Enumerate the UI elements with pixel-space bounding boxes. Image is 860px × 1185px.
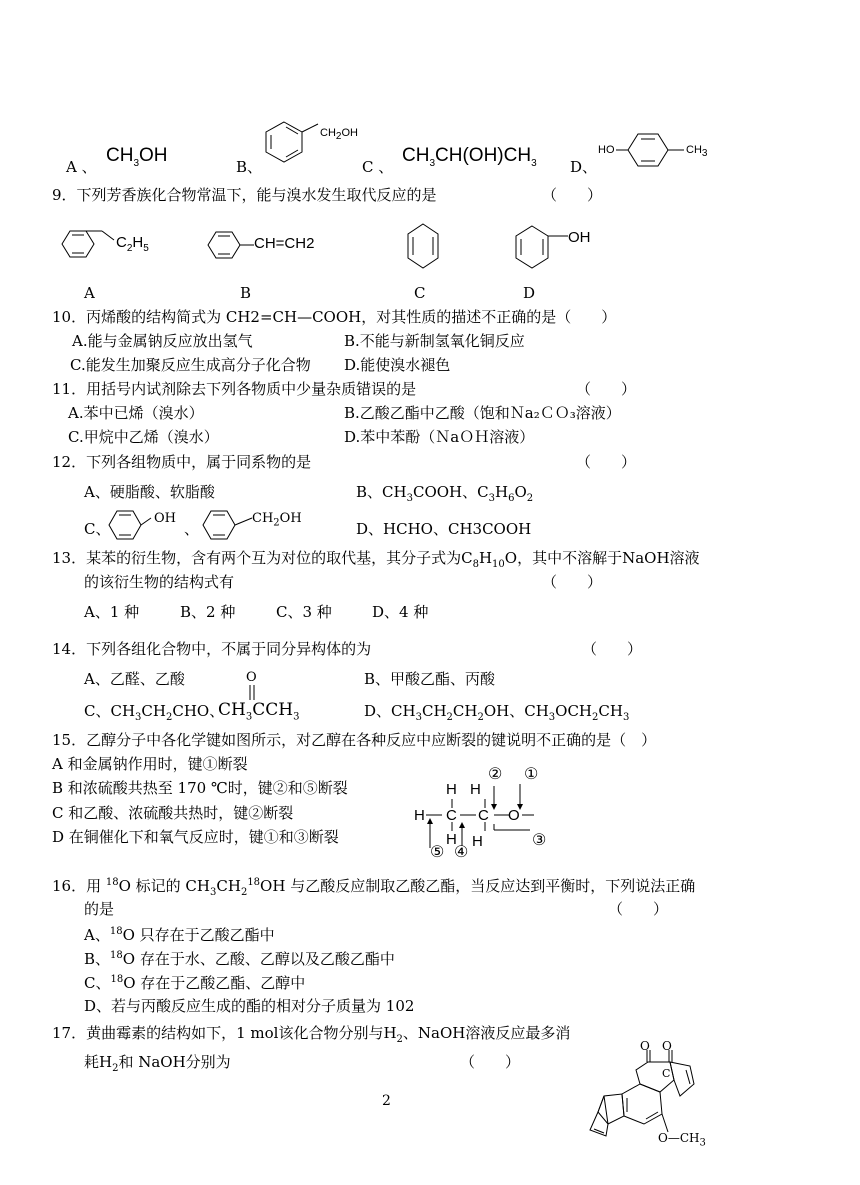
q11-option-b: B.乙酸乙酯中乙酸（饱和Ｎa₂ＣＯ₃溶液） [344,404,621,422]
q12-answer-paren: （ ） [576,453,637,471]
q13-stem: 13．某苯的衍生物，含有两个互为对位的取代基，其分子式为$C_8H_{10}O$，其中不溶解于NaOH溶液 [52,549,700,570]
q16-option-b: B、$^{18}$O 存在于水、乙酸、乙醇以及乙酸乙酯中 [84,950,395,968]
q15-stem: 15．乙醇分子中各化学键如图所示，对乙醇在各种反应中应断裂的键说明不正确的是（ ） [52,731,657,749]
q15-option-d: D 在铜催化下和氧气反应时，键①和③断裂 [52,828,339,846]
q12-option-c-label: C、 [84,520,111,538]
q8-option-c-label: C 、 [362,158,394,176]
p-cresol-structure [614,130,690,174]
aflatoxin-oxygen-1: O [640,1039,650,1053]
q14-ketone-oxygen: O [246,670,257,685]
ethylbenzene-structure [58,226,118,262]
styrene-structure [206,228,256,262]
q12-option-b: B、$CH_3COOH$、$C_3H_6O_2$ [356,483,534,504]
q13-option-b: B、2 种 [180,603,236,621]
q17-answer-paren: （ ） [460,1053,521,1071]
aflatoxin-carbon: C [662,1067,671,1080]
q8-option-b-label: B、 [236,158,263,176]
ethanol-oxygen: O [508,807,520,824]
ethanol-c1: C [446,807,457,824]
q11-option-d: D.苯中苯酚（ＮaＯＨ溶液） [344,428,535,446]
q12-phenol-structure [106,506,156,544]
q12-option-c-oh: OH [154,511,176,526]
q10-option-b: B.不能与新制氢氧化铜反应 [344,332,525,350]
q8-option-a-label: A 、 [66,158,97,176]
ethanol-c2: C [478,807,489,824]
q17-stem-line2: 耗$H_2$和 NaOH分别为 [84,1053,231,1074]
phenol-structure [512,222,572,274]
q17-stem: 17．黄曲霉素的结构如下，1 mol该化合物分别与$H_2$、NaOH溶液反应最多消 [52,1024,571,1045]
benzene-structure [406,222,440,272]
bond-label-2: ② [488,764,503,783]
q14-ketone-formula: $CH_3CCH_3$ [218,700,300,723]
q16-stem: 16．用 $^{18}$O 标记的 $CH_3CH_2^{18}OH$ 与乙酸反应制取乙酸乙酯，当反应达到平衡时，下列说法正确 [52,877,696,898]
q16-answer-paren: （ ） [608,900,669,918]
q9-label-b: B [240,284,252,302]
q12-option-c-separator: 、 [184,520,200,538]
q14-stem: 14．下列各组化合物中，不属于同分异构体的为 [52,640,372,658]
page-number: 2 [382,1093,391,1109]
aflatoxin-methoxy: $O—CH_3$ [658,1131,706,1149]
q16-option-d: D、若与丙酸反应生成的酯的相对分子质量为 102 [84,997,415,1015]
q13-option-d: D、4 种 [372,603,429,621]
ethanol-h-bottom-2: H [472,833,483,850]
q9-b-group: CH=CH2 [254,235,315,252]
q11-option-a: A.苯中已烯（溴水） [68,404,204,422]
q8-option-d-left: HO [598,144,615,156]
bond-label-3: ③ [532,830,547,849]
q9-stem: 9．下列芳香族化合物常温下，能与溴水发生取代反应的是 [52,186,437,204]
q16-stem-line2: 的是 [84,900,115,918]
q9-answer-paren: （ ） [542,186,603,204]
q15-option-a: A 和金属钠作用时，键①断裂 [52,755,248,773]
q12-option-c-ch2oh: $CH_2OH$ [252,511,302,529]
q15-option-b: B 和浓硫酸共热至 170 ℃时，键②和⑤断裂 [52,779,348,797]
q14-answer-paren: （ ） [582,640,643,658]
q10-option-a: A.能与金属钠反应放出氢气 [72,332,253,350]
q8-option-c-formula: $CH_3CH(OH)CH_3$ [402,145,537,169]
ethanol-h-top-1: H [446,781,457,798]
ethanol-h-left: H [414,807,425,824]
aflatoxin-oxygen-2: O [662,1039,672,1053]
q8-option-a-formula: $CH_3OH$ [106,145,168,169]
q10-stem: 10．丙烯酸的结构简式为 CH2=CH—COOH，对其性质的描述不正确的是（ ） [52,308,617,326]
q13-stem-line2: 的该衍生物的结构式有 [84,573,235,591]
q9-label-a: A [84,284,95,302]
q11-option-c: C.甲烷中乙烯（溴水） [68,428,219,446]
q14-option-c: C、$CH_3CH_2CHO$、 [84,702,225,723]
bond-label-1: ① [524,764,539,783]
q9-label-c: C [414,284,426,302]
q8-option-d-right: $CH_3$ [686,144,708,160]
q16-option-a: A、$^{18}$O 只存在于乙酸乙酯中 [84,926,275,944]
q9-d-group: OH [568,229,591,246]
q14-option-a: A、乙醛、乙酸 [84,670,185,688]
q15-option-c: C 和乙酸、浓硫酸共热时，键②断裂 [52,804,294,822]
q13-option-c: C、3 种 [276,603,332,621]
q10-option-d: D.能使溴水褪色 [344,356,451,374]
ethanol-h-top-2: H [470,781,481,798]
benzyl-alcohol-structure [262,116,322,172]
bond-label-4: ④ [454,842,469,861]
q11-answer-paren: （ ） [576,380,637,398]
q8-option-d-label: D、 [570,158,598,176]
q16-option-c: C、$^{18}$O 存在于乙酸乙酯、乙醇中 [84,974,306,992]
q8-option-b-group: $CH_2OH$ [320,127,358,143]
q14-option-b: B、甲酸乙酯、丙酸 [364,670,496,688]
q13-option-a: A、1 种 [84,603,140,621]
ethanol-h-bottom-1: H [446,831,457,848]
q12-benzyl-alcohol-structure [200,506,256,544]
q9-a-group: $C_2H_5$ [116,234,149,254]
q12-stem: 12．下列各组物质中，属于同系物的是 [52,453,312,471]
q14-option-d: D、$CH_3CH_2CH_2OH$、$CH_3OCH_2CH_3$ [364,702,630,723]
q13-answer-paren: （ ） [542,573,603,591]
bond-label-5: ⑤ [430,842,445,861]
q9-label-d: D [523,284,536,302]
q14-carbonyl-double-bond [248,685,256,701]
q12-option-d: D、HCHO、CH3COOH [356,520,532,538]
q11-stem: 11．用括号内试剂除去下列各物质中少量杂质错误的是 [52,380,417,398]
q12-option-a: A、硬脂酸、软脂酸 [84,483,215,501]
q10-option-c: C.能发生加聚反应生成高分子化合物 [70,356,311,374]
